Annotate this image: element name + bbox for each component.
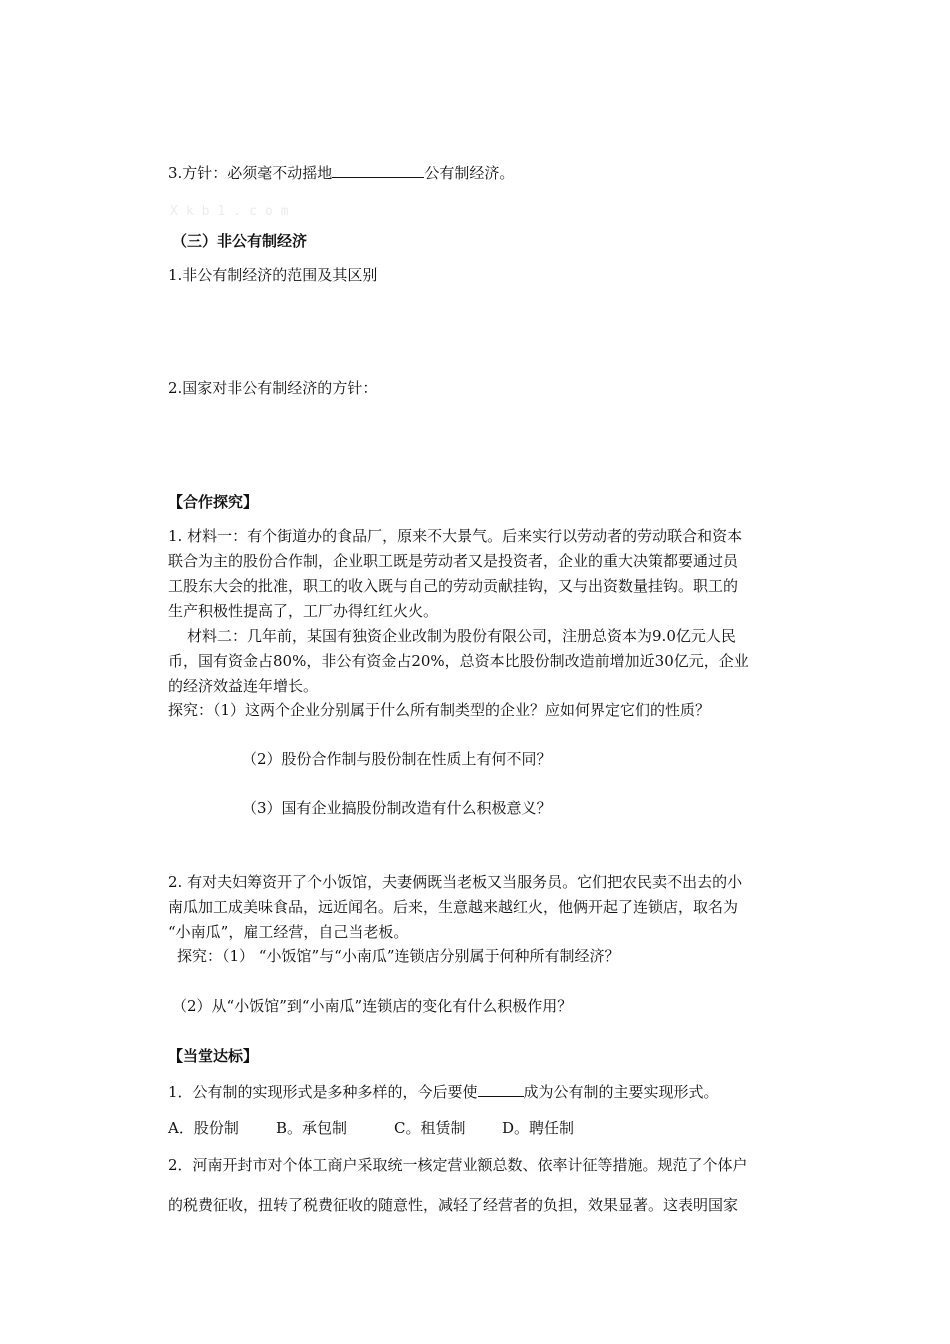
fill-in-blank[interactable] — [332, 163, 424, 178]
material-2-line: 的经济效益连年增长。 — [168, 677, 319, 695]
section-heading-coop: 【合作探究】 — [168, 493, 259, 511]
case-2-line: 2. 有对夫妇筹资开了个小饭馆，夫妻俩既当老板又当服务员。它们把农民卖不出去的小 — [168, 873, 743, 891]
fill-in-blank[interactable] — [478, 1082, 524, 1097]
material-2-line: 材料二：几年前，某国有独资企业改制为股份有限公司，注册总资本为9.0亿元人民 — [187, 627, 736, 645]
explore-question-3: （3）国有企业搞股份制改造有什么积极意义？ — [242, 799, 552, 817]
item-3-suffix: 公有制经济。 — [424, 164, 515, 182]
option-b[interactable]: B。承包制 — [276, 1119, 348, 1137]
case-2-question-1: 探究：（1） “小饭馆”与“小南瓜”连锁店分别属于何种所有制经济？ — [177, 947, 620, 965]
question-nonpublic-scope: 1.非公有制经济的范围及其区别 — [168, 266, 378, 284]
practice-options — [168, 1118, 574, 1138]
practice-q1-suffix: 成为公有制的主要实现形式。 — [523, 1083, 719, 1101]
case-2-line: 南瓜加工成美味食品，远近闻名。后来，生意越来越红火，他俩开起了连锁店，取名为 — [168, 898, 739, 916]
practice-q1-prefix: 1．公有制的实现形式是多种多样的，今后要使 — [168, 1083, 478, 1101]
material-1-line: 1. 材料一：有个街道办的食品厂，原来不大景气。后来实行以劳动者的劳动联合和资本 — [168, 527, 743, 545]
material-1-line: 生产积极性提高了，工厂办得红红火火。 — [168, 602, 439, 620]
item-3-policy — [168, 163, 514, 183]
explore-question-2: （2）股份合作制与股份制在性质上有何不同？ — [242, 750, 552, 768]
watermark: Xkb1.com — [170, 204, 297, 219]
material-1-line: 联合为主的股份合作制，企业职工既是劳动者又是投资者，企业的重大决策都要通过员 — [168, 552, 739, 570]
section-heading-nonpublic: （三）非公有制经济 — [172, 232, 308, 250]
option-d[interactable]: D。聘任制 — [502, 1119, 575, 1137]
material-2-line: 币，国有资金占80%，非公有资金占20%，总资本比股份制改造前增加近30亿元，企业 — [168, 652, 749, 670]
option-c[interactable]: C。租赁制 — [394, 1119, 466, 1137]
explore-question-1: 探究：（1）这两个企业分别属于什么所有制类型的企业？应如何界定它们的性质？ — [168, 701, 711, 719]
case-2-line: “小南瓜”，雇工经营，自己当老板。 — [168, 923, 409, 941]
option-a[interactable]: A．股份制 — [168, 1119, 239, 1137]
case-2-question-2: （2）从“小饭馆”到“小南瓜”连锁店的变化有什么积极作用？ — [172, 997, 573, 1015]
practice-question-1 — [168, 1082, 719, 1102]
material-1-line: 工股东大会的批准，职工的收入既与自己的劳动贡献挂钩，又与出资数量挂钩。职工的 — [168, 577, 739, 595]
practice-question-2-line: 的税费征收，扭转了税费征收的随意性，减轻了经营者的负担，效果显著。这表明国家 — [168, 1196, 739, 1214]
question-nonpublic-policy: 2.国家对非公有制经济的方针： — [168, 379, 378, 397]
item-3-prefix: 3.方针：必须毫不动摇地 — [168, 164, 333, 182]
section-heading-practice: 【当堂达标】 — [168, 1047, 259, 1065]
practice-question-2-line: 2．河南开封市对个体工商户采取统一核定营业额总数、依率计征等措施。规范了个体户 — [168, 1156, 748, 1174]
